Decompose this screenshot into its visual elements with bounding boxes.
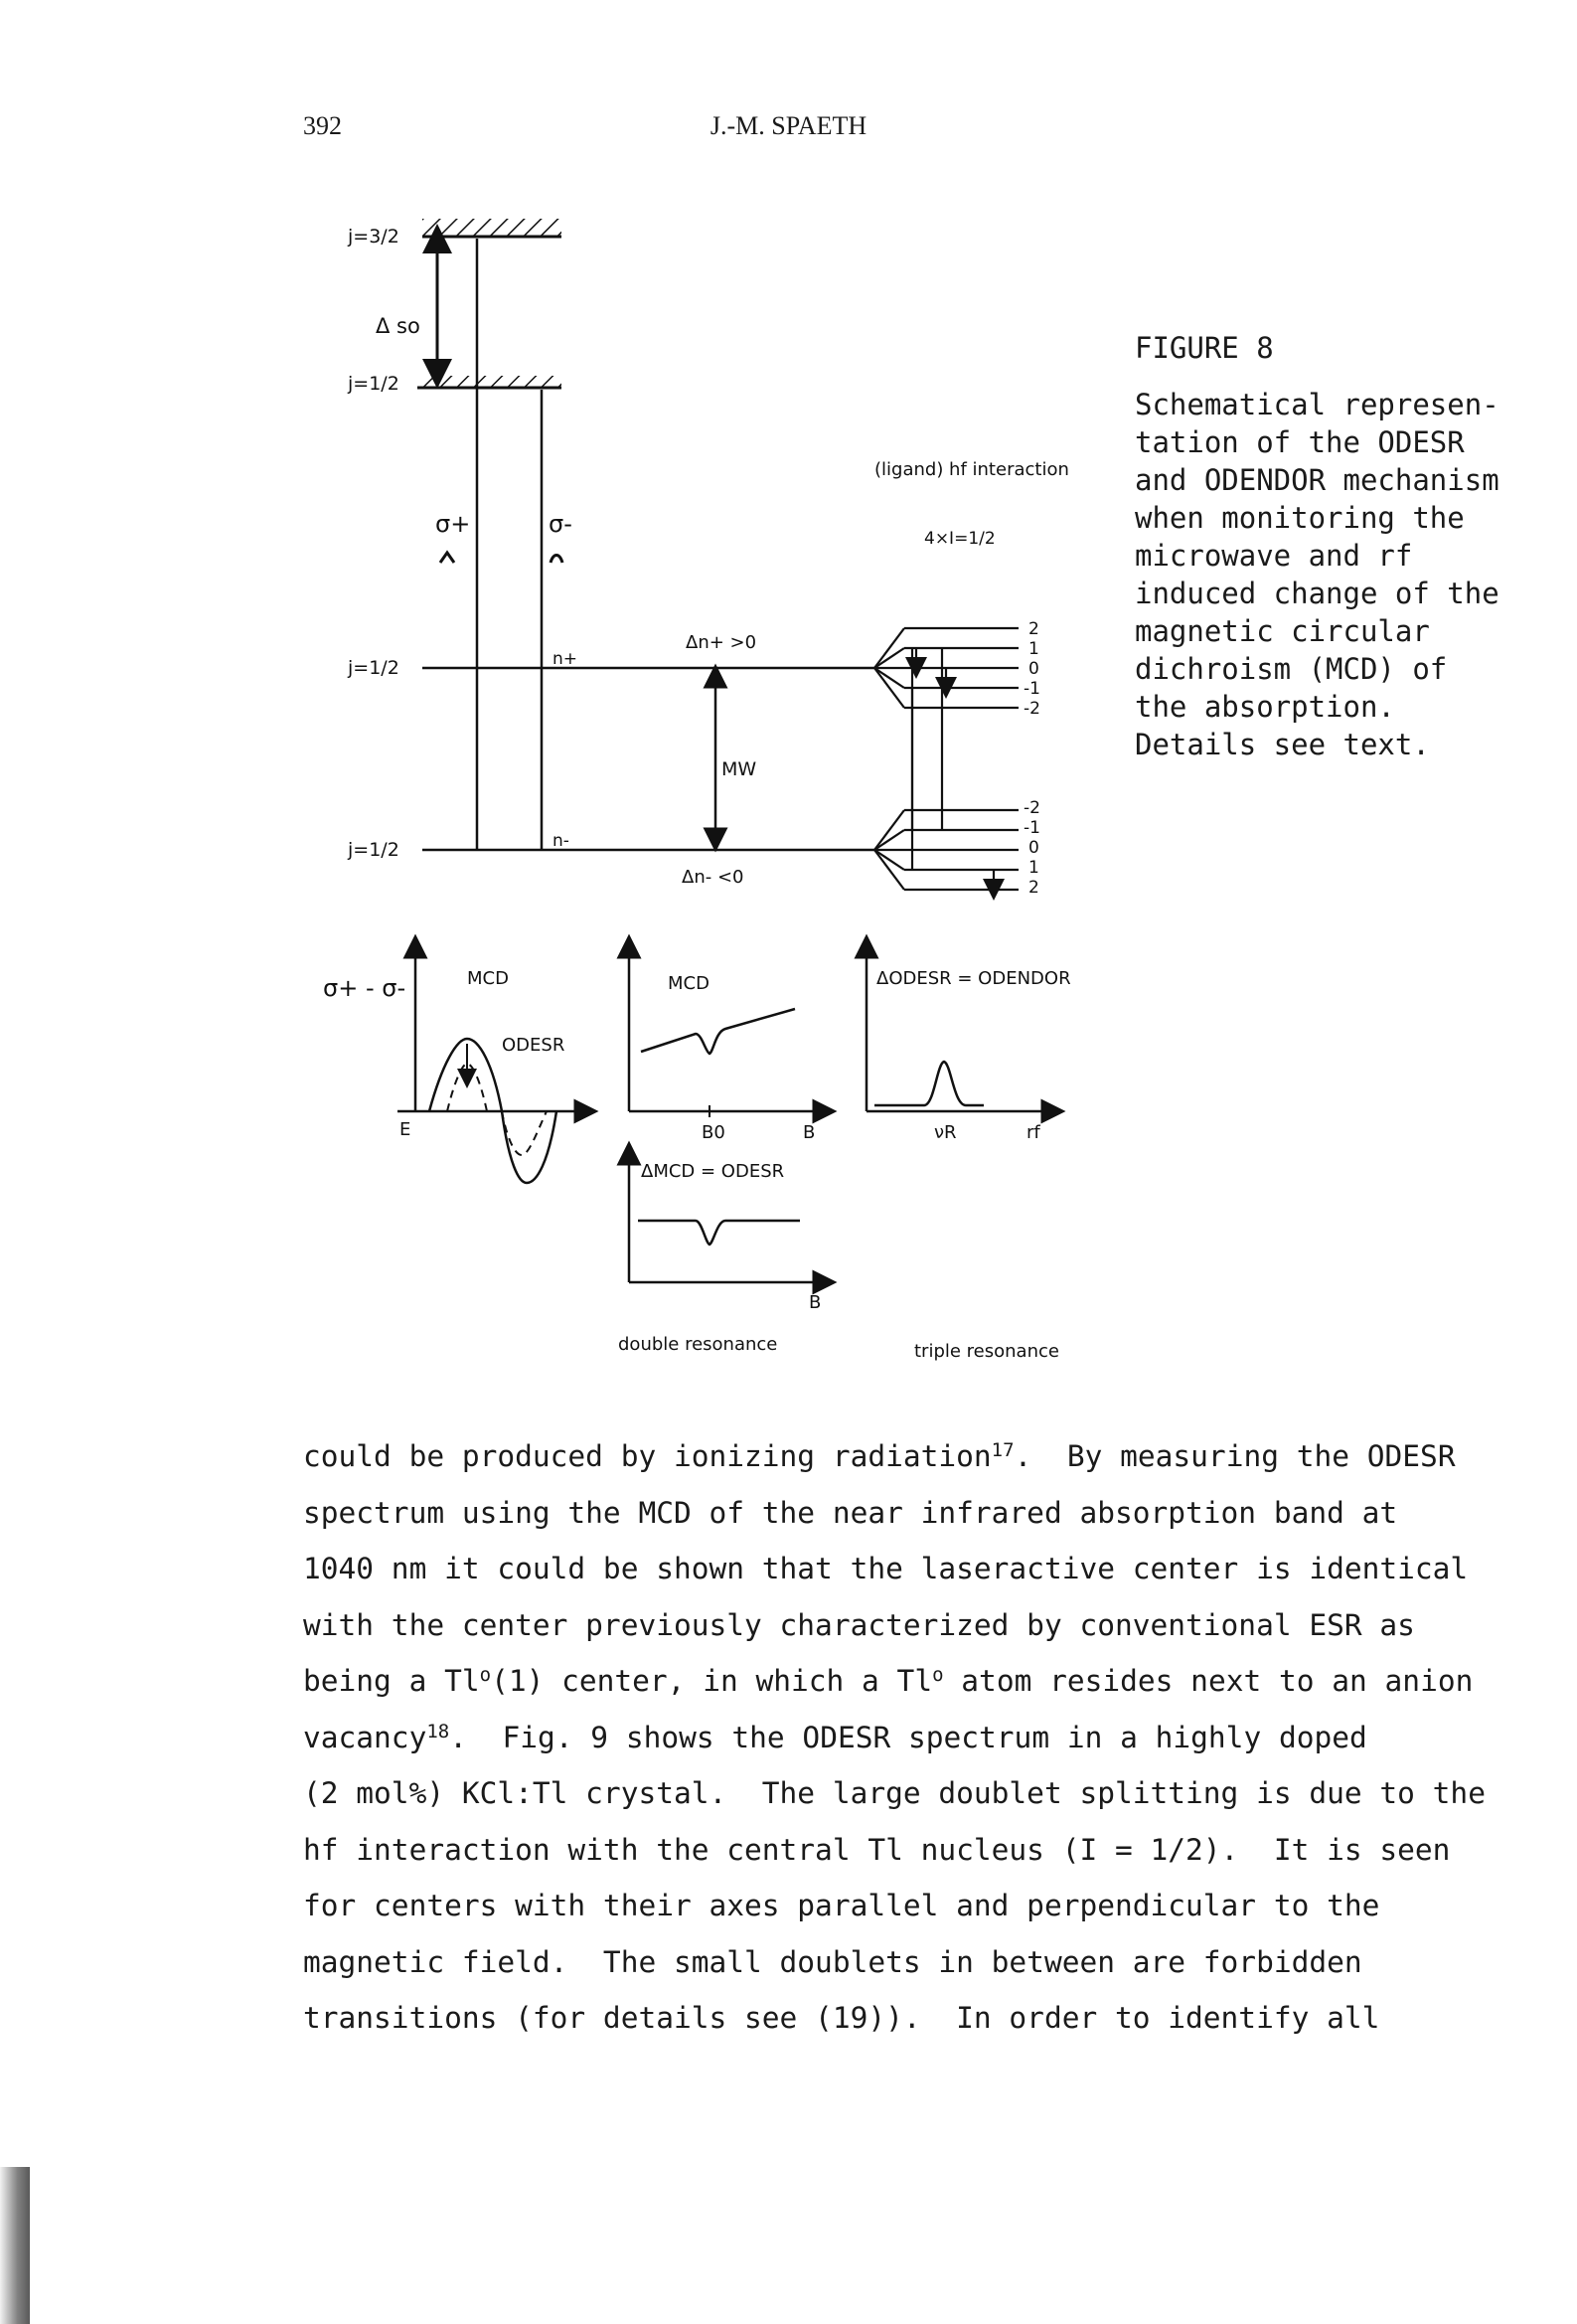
label-sigma-minus: σ- xyxy=(549,510,572,538)
figure-caption: Schematical represen- tation of the ODESR and ODENDOR mechanism when monitoring the microwave and rf induced change of the magnetic circular dichroism (MCD) of the absorption. Details see text. xyxy=(1135,388,1499,761)
body-line-7: (2 mol%) KCl:Tl crystal. The large doublet splitting is due to the xyxy=(303,1776,1486,1810)
svg-text:-1: -1 xyxy=(1024,818,1040,838)
label-n-minus: n- xyxy=(552,831,569,851)
svg-text:-2: -2 xyxy=(1024,699,1040,719)
body-line-8: hf interaction with the central Tl nucleus (I = 1/2). It is seen xyxy=(303,1832,1451,1867)
svg-text:1: 1 xyxy=(1028,858,1039,878)
hf-upper-labels xyxy=(1024,619,1040,719)
label-j32: j=3/2 xyxy=(348,226,399,248)
label-hf-spin: 4×I=1/2 xyxy=(924,529,996,549)
label-delta-so: Δ so xyxy=(376,314,420,338)
label-hf-title: (ligand) hf interaction xyxy=(874,459,1069,480)
hf-lower-labels xyxy=(1024,798,1040,898)
label-delta-mcd: ΔMCD = ODESR xyxy=(641,1161,785,1182)
level-j32 xyxy=(422,219,561,237)
level-j12-upper xyxy=(417,376,561,388)
nmr-transition-arrows xyxy=(912,648,994,890)
label-double-mcd: MCD xyxy=(668,973,710,994)
label-nu-r: νR xyxy=(934,1122,957,1143)
odesr-curve xyxy=(447,1064,547,1155)
label-delta-n-minus: Δn- <0 xyxy=(682,867,744,888)
sigma-plus-photon-icon xyxy=(440,553,454,563)
label-mw: MW xyxy=(721,758,757,780)
hf-fan-lower xyxy=(874,810,1019,890)
label-j12-upper: j=1/2 xyxy=(348,373,399,395)
label-b0: B0 xyxy=(702,1122,725,1143)
label-mcd-axis: σ+ - σ- xyxy=(323,974,406,1002)
label-mcd: MCD xyxy=(467,968,509,989)
label-sigma-plus: σ+ xyxy=(435,510,471,538)
body-line-9: for centers with their axes parallel and perpendicular to the xyxy=(303,1889,1380,1922)
svg-text:2: 2 xyxy=(1028,619,1039,639)
delta-mcd-curve xyxy=(638,1221,800,1245)
svg-text:2: 2 xyxy=(1028,878,1039,898)
body-line-11: transitions (for details see (19)). In order to identify all xyxy=(303,2001,1380,2035)
odendor-curve xyxy=(874,1062,984,1105)
body-line-3: 1040 nm it could be shown that the laseractive center is identical xyxy=(303,1552,1469,1585)
label-odesr: ODESR xyxy=(502,1035,565,1056)
scan-margin-shadow xyxy=(0,2167,30,2324)
svg-text:0: 0 xyxy=(1028,659,1039,679)
svg-text:-2: -2 xyxy=(1024,798,1040,818)
body-line-4: with the center previously characterized by conventional ESR as xyxy=(303,1607,1415,1642)
label-ground-bottom: j=1/2 xyxy=(348,839,399,861)
svg-text:1: 1 xyxy=(1028,639,1039,659)
label-b-axis: B xyxy=(803,1122,816,1143)
body-line-1: could be produced by ionizing radiation$^{17}$. By measuring the ODESR xyxy=(303,1439,1456,1473)
body-text xyxy=(303,1439,1545,2058)
panel-double-mcd xyxy=(629,946,825,1117)
label-triple-resonance: triple resonance xyxy=(914,1341,1059,1362)
label-odendor: ΔODESR = ODENDOR xyxy=(876,968,1071,989)
label-rf-axis: rf xyxy=(1026,1122,1040,1143)
label-ground-top: j=1/2 xyxy=(348,657,399,679)
svg-text:0: 0 xyxy=(1028,838,1039,858)
body-line-2: spectrum using the MCD of the near infrared absorption band at xyxy=(303,1495,1398,1530)
sigma-minus-photon-icon xyxy=(551,556,562,564)
double-mcd-curve xyxy=(641,1009,795,1054)
figure-title: FIGURE 8 xyxy=(1135,331,1274,365)
body-line-5: being a Tl$^o$(1) center, in which a Tl$^o$ atom resides next to an anion xyxy=(303,1664,1474,1698)
label-b-axis-2: B xyxy=(809,1292,822,1313)
label-delta-n-plus: Δn+ >0 xyxy=(686,632,757,653)
svg-text:-1: -1 xyxy=(1024,679,1040,699)
label-double-resonance: double resonance xyxy=(618,1334,778,1355)
running-head: J.-M. SPAETH xyxy=(710,111,867,140)
label-energy-axis: E xyxy=(399,1119,411,1140)
body-line-6: vacancy$^{18}$. Fig. 9 shows the ODESR spectrum in a highly doped xyxy=(303,1720,1367,1754)
body-line-10: magnetic field. The small doublets in between are forbidden xyxy=(303,1944,1362,1979)
page-number: 392 xyxy=(303,111,342,140)
label-n-plus: n+ xyxy=(552,649,578,669)
